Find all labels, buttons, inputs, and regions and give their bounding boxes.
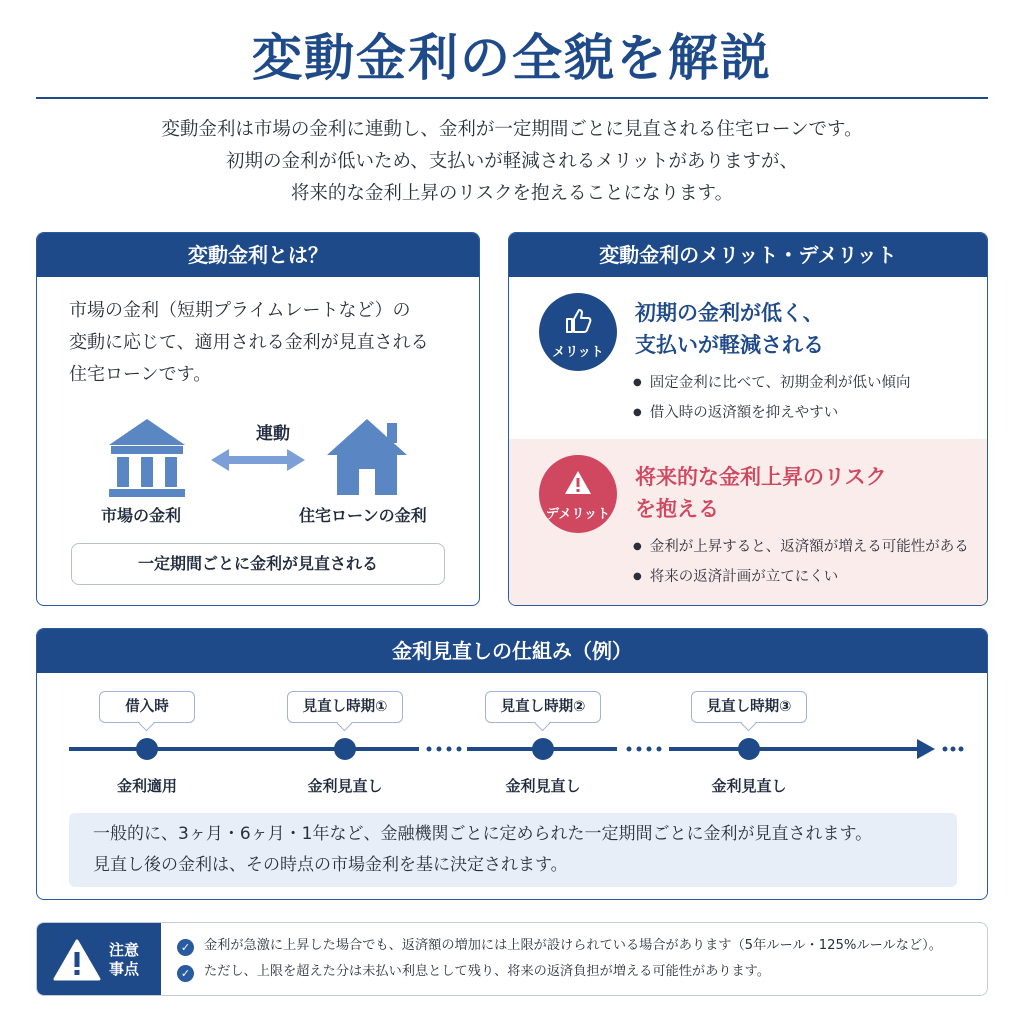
merit-demerit-heading: 変動金利のメリット・デメリット [509,233,987,277]
double-arrow-icon [211,449,305,471]
demerit-section [509,439,987,606]
about-card [36,232,480,606]
title-divider [36,97,988,99]
about-heading: 変動金利とは？ [37,233,479,277]
about-line: 変動に応じて、適用される金利が見直される [69,332,429,353]
timeline-label-review-1: 見直し時期① [287,691,403,723]
timeline-arrowhead [917,739,935,759]
demerit-badge-label: デメリット [546,507,610,522]
merit-badge [539,293,617,371]
caution-title-line: 事点 [109,960,140,978]
intro-line: 将来的な金利上昇のリスクを抱えることになります。 [290,183,734,204]
mechanism-heading: 金利見直しの仕組み（例） [37,629,987,673]
timeline-node [738,738,760,760]
caution-item [177,933,942,959]
linkage-label: 連動 [256,424,290,444]
caution-item [177,959,942,985]
demerit-badge [539,455,617,533]
merit-headline-line: 初期の金利が低く、 [635,301,824,325]
timeline-caption: 金利適用 [116,777,177,795]
demerit-headline-line: 将来的な金利上昇のリスク [635,465,887,489]
timeline-node [136,738,158,760]
review-note: 一定期間ごとに金利が見直される [71,543,445,585]
demerit-headline [635,461,887,525]
market-rate-label: 市場の金利 [101,506,182,525]
about-line: 住宅ローンです。 [69,364,212,385]
loan-rate-label: 住宅ローンの金利 [299,506,427,525]
demerit-item: ● 将来の返済計画が立てにくい [633,563,969,593]
timeline-label-borrow: 借入時 [99,691,195,723]
mechanism-note-line: 見直し後の金利は、その時点の市場金利を基に決定されます。 [93,855,568,875]
timeline-caption: 金利見直し [307,777,383,795]
merit-demerit-card [508,232,988,606]
mechanism-note [69,813,957,887]
warning-icon [53,939,101,981]
bank-icon [109,419,185,497]
thumbs-up-icon [564,307,592,335]
timeline-node [532,738,554,760]
merit-badge-label: メリット [552,345,604,360]
merit-item: ● 固定金利に比べて、初期金利が低い傾向 [633,369,910,399]
demerit-item: ● 金利が上昇すると、返済額が増える可能性がある [633,533,969,563]
check-icon: ✓ [177,965,194,982]
intro-text [0,114,1024,210]
timeline-label-review-3: 見直し時期③ [691,691,807,723]
check-icon: ✓ [177,939,194,956]
merit-headline-line: 支払いが軽減される [635,333,824,357]
caution-item-text: ただし、上限を超えた分は未払い利息として残り、将来の返済負担が増える可能性があります。 [204,964,771,979]
intro-line: 初期の金利が低いため、支払いが軽減されるメリットがありますが、 [225,151,799,172]
merit-section [509,277,987,439]
house-icon [327,419,407,495]
timeline-caption: 金利見直し [505,777,581,795]
about-line: 市場の金利（短期プライムレートなど）の [69,300,411,321]
merit-list [633,369,910,429]
demerit-headline-line: を抱える [635,497,719,521]
timeline-node [334,738,356,760]
merit-headline [635,297,824,361]
timeline-label-review-2: 見直し時期② [485,691,601,723]
merit-item: ● 借入時の返済額を抑えやすい [633,399,910,429]
caution-title-line: 注意 [109,941,140,959]
mechanism-card [36,628,988,900]
caution-title [109,941,149,979]
mechanism-note-line: 一般的に、3ヶ月・6ヶ月・1年など、金融機関ごとに定められた一定期間ごとに金利が見直されます。 [93,824,873,844]
caution-panel [36,922,988,996]
warning-icon [564,469,592,497]
timeline-caption: 金利見直し [711,777,787,795]
caution-list [177,933,942,985]
caution-header [37,923,161,995]
demerit-list [633,533,969,593]
page-title: 変動金利の全貌を解説 [252,29,772,87]
intro-line: 変動金利は市場の金利に連動し、金利が一定期間ごとに見直される住宅ローンです。 [161,119,863,140]
caution-item-text: 金利が急激に上昇した場合でも、返済額の増加には上限が設けられている場合があります（5年ルール・125%ルールなど）。 [204,938,942,953]
